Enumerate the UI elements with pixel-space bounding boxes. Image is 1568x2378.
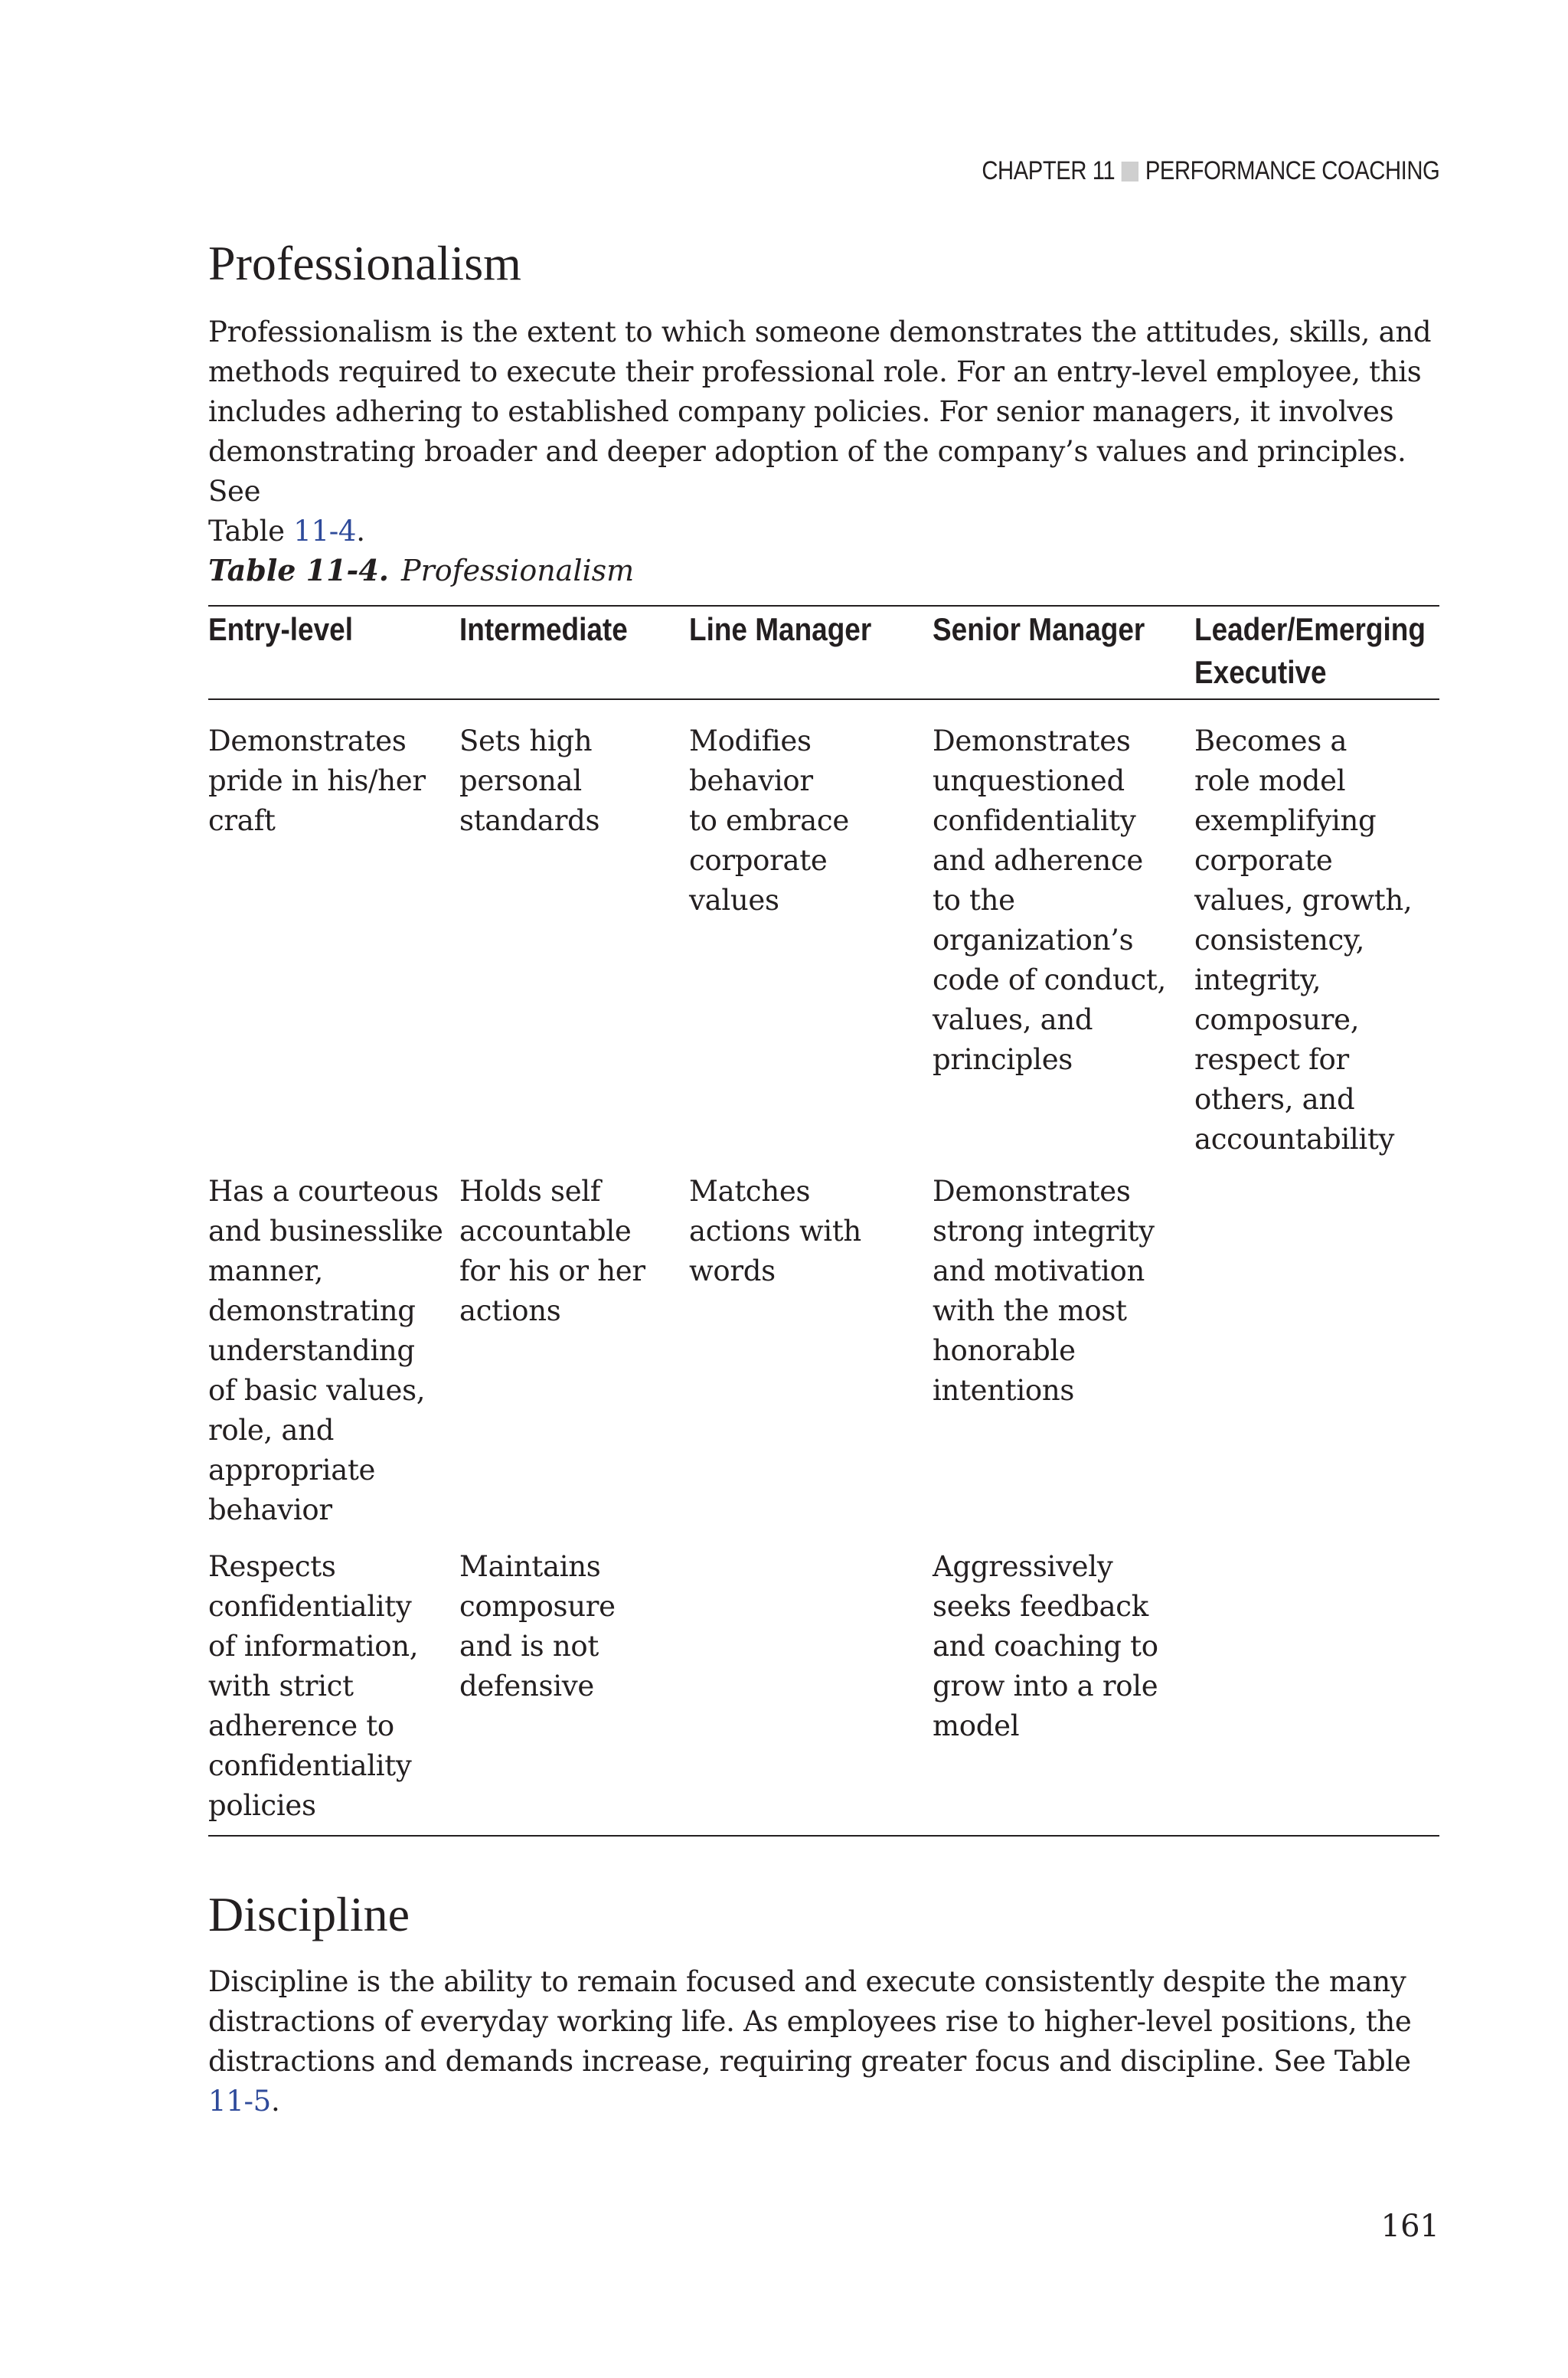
- column-header-line-manager: Line Manager: [689, 611, 872, 647]
- table-bottom-rule: [208, 1835, 1439, 1837]
- chapter-label: CHAPTER 11: [981, 156, 1115, 185]
- paragraph-text: Professionalism is the extent to which someone demonstrates the attitudes, skills, and methods required to execute their professional role. For an entry-level employee, this includes adhering to established company policies. For senior managers, it involves demonstrating broader and deeper adoption of the company’s values and principles. See Table: [208, 316, 1432, 548]
- table-reference-link[interactable]: 11-4: [293, 515, 357, 548]
- paragraph-end: .: [270, 2085, 280, 2118]
- column-header-entry-level: Entry-level: [208, 611, 353, 647]
- page-number: 161: [1380, 2209, 1439, 2244]
- table-caption-number: Table 11-4.: [208, 553, 389, 587]
- chapter-title: PERFORMANCE COACHING: [1145, 156, 1439, 185]
- running-header: [982, 156, 1439, 186]
- table-cell: Demonstrates strong integrity and motivation with the most honorable intentions: [933, 1175, 1155, 1407]
- header-separator-square: [1121, 162, 1138, 182]
- table-caption-title: Professionalism: [401, 554, 635, 587]
- table-top-rule: [208, 605, 1439, 607]
- section-heading-professionalism: Professionalism: [208, 236, 521, 290]
- table-cell: Respects confidentiality of information, with strict adherence to confidentiality policies: [208, 1550, 419, 1822]
- table-cell: Maintains composure and is not defensive: [459, 1550, 616, 1703]
- paragraph-end: .: [356, 515, 365, 548]
- discipline-paragraph: [208, 1962, 1439, 2121]
- professionalism-paragraph: [208, 312, 1439, 551]
- column-header-senior-manager: Senior Manager: [933, 611, 1145, 647]
- section-heading-discipline: Discipline: [208, 1887, 410, 1941]
- table-cell: Sets high personal standards: [459, 725, 600, 837]
- table-cell: Has a courteous and businesslike manner, demonstrating understanding of basic values, role, and appropriate behavior: [208, 1175, 443, 1526]
- column-header-intermediate: Intermediate: [459, 611, 628, 647]
- table-cell: Aggressively seeks feedback and coaching to grow into a role model: [933, 1550, 1158, 1742]
- table-header-rule: [208, 698, 1439, 700]
- paragraph-text: Discipline is the ability to remain focused and execute consistently despite the many distractions of everyday working life. As employees rise to higher-level positions, the distractions and demands increase, requiring greater focus and discipline. See Table: [208, 1965, 1412, 2078]
- table-cell: Becomes a role model exemplifying corporate values, growth, consistency, integrity, composure, respect for others, and accountability: [1194, 725, 1413, 1156]
- table-cell: Demonstrates pride in his/her craft: [208, 725, 426, 837]
- table-reference-link[interactable]: 11-5: [208, 2085, 271, 2118]
- table-caption: [208, 553, 634, 587]
- table-cell: Demonstrates unquestioned confidentiality and adherence to the organization’s code of conduct, values, and principles: [933, 725, 1166, 1076]
- table-cell: Holds self accountable for his or her actions: [459, 1175, 645, 1327]
- table-cell: Modifies behavior to embrace corporate values: [689, 725, 849, 917]
- table-cell: Matches actions with words: [689, 1175, 861, 1287]
- column-header-leader-emerging-executive: Leader/Emerging Executive: [1194, 611, 1426, 690]
